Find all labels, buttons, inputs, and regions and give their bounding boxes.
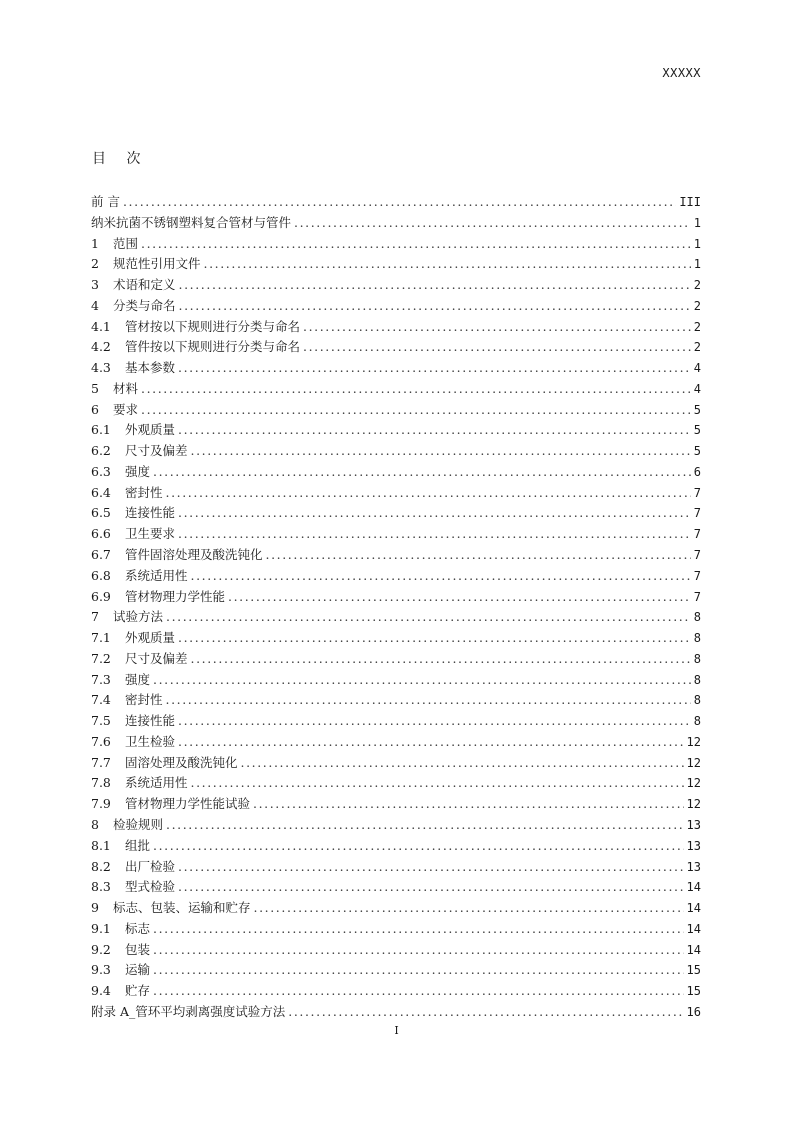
toc-dot-leader bbox=[179, 296, 691, 317]
toc-entry-number: 2 bbox=[91, 256, 99, 272]
toc-dot-leader bbox=[153, 960, 684, 981]
toc-entry-page: 12 bbox=[686, 776, 701, 791]
table-of-contents bbox=[91, 192, 701, 1023]
toc-dot-leader bbox=[303, 317, 691, 338]
toc-entry[interactable] bbox=[91, 628, 701, 649]
toc-entry-number: 6.9 bbox=[91, 588, 111, 604]
toc-entry-title: 卫生要求 bbox=[125, 526, 176, 542]
toc-entry[interactable] bbox=[91, 545, 701, 566]
toc-entry-title: 固溶处理及酸洗钝化 bbox=[125, 754, 238, 770]
toc-entry-number: 6.1 bbox=[91, 422, 111, 438]
toc-entry-page: 2 bbox=[693, 278, 701, 293]
toc-dot-leader bbox=[141, 234, 691, 255]
toc-entry-title: 型式检验 bbox=[125, 879, 176, 895]
toc-entry-page: 5 bbox=[693, 444, 701, 459]
toc-dot-leader bbox=[153, 919, 684, 940]
toc-entry[interactable] bbox=[91, 732, 701, 753]
toc-dot-leader bbox=[178, 524, 691, 545]
toc-entry[interactable] bbox=[91, 503, 701, 524]
toc-entry-number: 6.3 bbox=[91, 463, 111, 479]
toc-entry-title: 系统适用性 bbox=[125, 775, 188, 791]
toc-entry-title: 连接性能 bbox=[125, 713, 176, 729]
toc-entry[interactable] bbox=[91, 1002, 701, 1023]
toc-entry-number: 6 bbox=[91, 401, 99, 417]
toc-entry-page: 15 bbox=[686, 963, 701, 978]
toc-dot-leader bbox=[303, 337, 691, 358]
toc-entry-number: 9 bbox=[91, 900, 99, 916]
toc-entry-number: 7.2 bbox=[91, 650, 111, 666]
toc-dot-leader bbox=[178, 711, 691, 732]
toc-entry-page: 6 bbox=[693, 464, 701, 479]
document-code: XXXXX bbox=[662, 66, 701, 80]
toc-entry-number: 6.7 bbox=[91, 547, 111, 563]
toc-entry[interactable] bbox=[91, 587, 701, 608]
toc-entry-number: 6.4 bbox=[91, 484, 111, 500]
toc-dot-leader bbox=[166, 690, 691, 711]
toc-entry-title: 密封性 bbox=[125, 692, 163, 708]
toc-entry-number: 4.2 bbox=[91, 339, 111, 355]
toc-entry-number: 7.4 bbox=[91, 692, 111, 708]
toc-dot-leader bbox=[179, 275, 691, 296]
toc-entry-title: 纳米抗菌不锈钢塑料复合管材与管件 bbox=[91, 214, 292, 230]
toc-entry-title: 强度 bbox=[125, 671, 151, 687]
toc-entry-title: 出厂检验 bbox=[125, 858, 176, 874]
toc-entry[interactable] bbox=[91, 441, 701, 462]
toc-entry-page: 8 bbox=[693, 631, 701, 646]
toc-entry-number: 8.3 bbox=[91, 879, 111, 895]
toc-dot-leader bbox=[178, 628, 691, 649]
toc-entry[interactable] bbox=[91, 919, 701, 940]
toc-dot-leader bbox=[178, 857, 684, 878]
toc-entry-number: 7.9 bbox=[91, 796, 111, 812]
toc-dot-leader bbox=[204, 254, 691, 275]
toc-entry-page: III bbox=[679, 195, 701, 209]
toc-dot-leader bbox=[166, 607, 691, 628]
toc-entry-title: 密封性 bbox=[125, 484, 163, 500]
toc-entry-number: 4 bbox=[91, 297, 99, 313]
toc-entry-number: 6.2 bbox=[91, 443, 111, 459]
toc-entry[interactable] bbox=[91, 337, 701, 358]
toc-entry-page: 8 bbox=[693, 693, 701, 708]
toc-dot-leader bbox=[153, 940, 684, 961]
toc-entry-number: 7.6 bbox=[91, 733, 111, 749]
toc-entry-number: 9.3 bbox=[91, 962, 111, 978]
toc-entry-title: 运输 bbox=[125, 962, 151, 978]
toc-entry[interactable] bbox=[91, 815, 701, 836]
toc-dot-leader bbox=[288, 1002, 683, 1023]
toc-entry-title: 材料 bbox=[113, 380, 139, 396]
toc-entry-page: 8 bbox=[693, 672, 701, 687]
toc-entry-page: 8 bbox=[693, 610, 701, 625]
toc-entry[interactable] bbox=[91, 607, 701, 628]
toc-entry-number: 4.1 bbox=[91, 318, 111, 334]
toc-entry-page: 2 bbox=[693, 298, 701, 313]
toc-entry-title: 组批 bbox=[125, 837, 151, 853]
toc-dot-leader bbox=[254, 898, 684, 919]
toc-entry-page: 1 bbox=[693, 215, 701, 230]
toc-entry-page: 8 bbox=[693, 651, 701, 666]
toc-dot-leader bbox=[191, 566, 691, 587]
toc-entry-page: 14 bbox=[686, 901, 701, 916]
toc-entry[interactable] bbox=[91, 254, 701, 275]
toc-dot-leader bbox=[166, 815, 684, 836]
toc-entry-number: 3 bbox=[91, 277, 99, 293]
toc-entry-title: 基本参数 bbox=[125, 360, 176, 376]
toc-entry[interactable] bbox=[91, 192, 701, 213]
toc-entry-page: 1 bbox=[693, 236, 701, 251]
toc-dot-leader bbox=[253, 794, 684, 815]
toc-entry[interactable] bbox=[91, 524, 701, 545]
toc-entry-title: 前 言 bbox=[91, 194, 120, 209]
toc-dot-leader bbox=[191, 649, 691, 670]
toc-entry-page: 15 bbox=[686, 984, 701, 999]
toc-entry-title: 标志、包装、运输和贮存 bbox=[113, 900, 251, 916]
toc-entry-number: 9.1 bbox=[91, 920, 111, 936]
toc-entry-title: 管材物理力学性能试验 bbox=[125, 796, 251, 812]
toc-dot-leader bbox=[241, 753, 684, 774]
toc-dot-leader bbox=[141, 379, 691, 400]
toc-entry-title: 外观质量 bbox=[125, 630, 176, 646]
toc-entry[interactable] bbox=[91, 296, 701, 317]
toc-entry-title: 尺寸及偏差 bbox=[125, 650, 188, 666]
toc-dot-leader bbox=[153, 981, 684, 1002]
toc-entry[interactable] bbox=[91, 420, 701, 441]
toc-entry[interactable] bbox=[91, 857, 701, 878]
toc-entry[interactable] bbox=[91, 566, 701, 587]
toc-entry-number: 1 bbox=[91, 235, 99, 251]
toc-dot-leader bbox=[153, 836, 684, 857]
toc-dot-leader bbox=[178, 503, 691, 524]
toc-entry[interactable] bbox=[91, 960, 701, 981]
toc-entry-page: 1 bbox=[693, 257, 701, 272]
toc-entry-number: 9.2 bbox=[91, 941, 111, 957]
toc-entry-title: 管材按以下规则进行分类与命名 bbox=[125, 318, 301, 334]
toc-entry[interactable] bbox=[91, 379, 701, 400]
toc-entry[interactable] bbox=[91, 794, 701, 815]
toc-entry-number: 5 bbox=[91, 380, 99, 396]
toc-entry-page: 14 bbox=[686, 921, 701, 936]
toc-entry-title: 连接性能 bbox=[125, 505, 176, 521]
toc-entry[interactable] bbox=[91, 649, 701, 670]
toc-entry-page: 7 bbox=[693, 589, 701, 604]
toc-entry-page: 5 bbox=[693, 402, 701, 417]
toc-entry[interactable] bbox=[91, 358, 701, 379]
toc-entry[interactable] bbox=[91, 275, 701, 296]
toc-entry-page: 13 bbox=[686, 859, 701, 874]
toc-entry-page: 8 bbox=[693, 714, 701, 729]
toc-dot-leader bbox=[123, 192, 676, 213]
toc-entry-title: 规范性引用文件 bbox=[113, 256, 201, 272]
toc-entry[interactable] bbox=[91, 400, 701, 421]
toc-dot-leader bbox=[266, 545, 691, 566]
toc-entry-page: 12 bbox=[686, 797, 701, 812]
toc-entry[interactable] bbox=[91, 234, 701, 255]
toc-entry-title: 系统适用性 bbox=[125, 567, 188, 583]
toc-entry-title: 贮存 bbox=[125, 983, 151, 999]
toc-title: 目 次 bbox=[92, 151, 149, 167]
toc-entry-title: 分类与命名 bbox=[113, 297, 176, 313]
toc-entry-title: 卫生检验 bbox=[125, 733, 176, 749]
toc-entry-page: 13 bbox=[686, 838, 701, 853]
toc-dot-leader bbox=[153, 670, 691, 691]
toc-dot-leader bbox=[294, 213, 691, 234]
toc-entry[interactable] bbox=[91, 317, 701, 338]
toc-dot-leader bbox=[178, 420, 691, 441]
toc-entry-title: 附录 A_管环平均剥离强度试验方法 bbox=[91, 1003, 286, 1019]
toc-entry-title: 检验规则 bbox=[113, 816, 164, 832]
toc-entry-number: 7.1 bbox=[91, 630, 111, 646]
toc-entry[interactable] bbox=[91, 898, 701, 919]
toc-dot-leader bbox=[178, 877, 684, 898]
toc-entry-number: 6.6 bbox=[91, 526, 111, 542]
toc-entry-page: 7 bbox=[693, 568, 701, 583]
toc-entry[interactable] bbox=[91, 670, 701, 691]
toc-entry-number: 6.5 bbox=[91, 505, 111, 521]
toc-entry-title: 术语和定义 bbox=[113, 277, 176, 293]
toc-entry-number: 7 bbox=[91, 609, 99, 625]
toc-entry-page: 7 bbox=[693, 548, 701, 563]
toc-entry[interactable] bbox=[91, 877, 701, 898]
toc-entry-number: 7.7 bbox=[91, 754, 111, 770]
toc-entry-page: 12 bbox=[686, 755, 701, 770]
toc-entry-page: 2 bbox=[693, 319, 701, 334]
toc-entry-number: 8 bbox=[91, 816, 99, 832]
toc-entry-title: 管材物理力学性能 bbox=[125, 588, 226, 604]
toc-entry-title: 试验方法 bbox=[113, 609, 164, 625]
toc-entry-title: 标志 bbox=[125, 920, 151, 936]
toc-entry-title: 管件按以下规则进行分类与命名 bbox=[125, 339, 301, 355]
toc-entry[interactable] bbox=[91, 483, 701, 504]
toc-entry-number: 7.8 bbox=[91, 775, 111, 791]
toc-entry[interactable] bbox=[91, 213, 701, 234]
toc-entry[interactable] bbox=[91, 981, 701, 1002]
toc-entry-number: 8.2 bbox=[91, 858, 111, 874]
toc-entry-title: 包装 bbox=[125, 941, 151, 957]
toc-entry-title: 管件固溶处理及酸洗钝化 bbox=[125, 547, 263, 563]
page-number: I bbox=[394, 1024, 399, 1037]
toc-entry[interactable] bbox=[91, 836, 701, 857]
toc-dot-leader bbox=[178, 358, 691, 379]
toc-entry-number: 9.4 bbox=[91, 983, 111, 999]
toc-entry[interactable] bbox=[91, 773, 701, 794]
toc-entry-title: 范围 bbox=[113, 235, 139, 251]
toc-entry-page: 2 bbox=[693, 340, 701, 355]
toc-entry-page: 12 bbox=[686, 734, 701, 749]
toc-dot-leader bbox=[141, 400, 691, 421]
toc-entry-page: 5 bbox=[693, 423, 701, 438]
toc-dot-leader bbox=[191, 773, 684, 794]
toc-entry-number: 7.5 bbox=[91, 713, 111, 729]
toc-entry-page: 13 bbox=[686, 817, 701, 832]
toc-entry-title: 尺寸及偏差 bbox=[125, 443, 188, 459]
toc-dot-leader bbox=[153, 462, 691, 483]
toc-entry-page: 14 bbox=[686, 880, 701, 895]
toc-dot-leader bbox=[228, 587, 691, 608]
toc-entry-number: 8.1 bbox=[91, 837, 111, 853]
toc-entry-page: 14 bbox=[686, 942, 701, 957]
toc-entry[interactable] bbox=[91, 462, 701, 483]
toc-dot-leader bbox=[178, 732, 684, 753]
toc-entry[interactable] bbox=[91, 690, 701, 711]
toc-entry-title: 强度 bbox=[125, 463, 151, 479]
toc-entry[interactable] bbox=[91, 753, 701, 774]
toc-entry-title: 要求 bbox=[113, 401, 139, 417]
toc-entry-title: 外观质量 bbox=[125, 422, 176, 438]
toc-entry[interactable] bbox=[91, 711, 701, 732]
toc-entry-page: 4 bbox=[693, 381, 701, 396]
toc-entry-number: 4.3 bbox=[91, 360, 111, 376]
toc-entry-number: 6.8 bbox=[91, 567, 111, 583]
toc-entry-page: 16 bbox=[686, 1004, 701, 1019]
toc-entry-page: 4 bbox=[693, 361, 701, 376]
toc-entry-page: 7 bbox=[693, 527, 701, 542]
toc-dot-leader bbox=[191, 441, 691, 462]
toc-entry[interactable] bbox=[91, 940, 701, 961]
toc-entry-page: 7 bbox=[693, 485, 701, 500]
toc-entry-number: 7.3 bbox=[91, 671, 111, 687]
toc-dot-leader bbox=[166, 483, 691, 504]
toc-entry-page: 7 bbox=[693, 506, 701, 521]
